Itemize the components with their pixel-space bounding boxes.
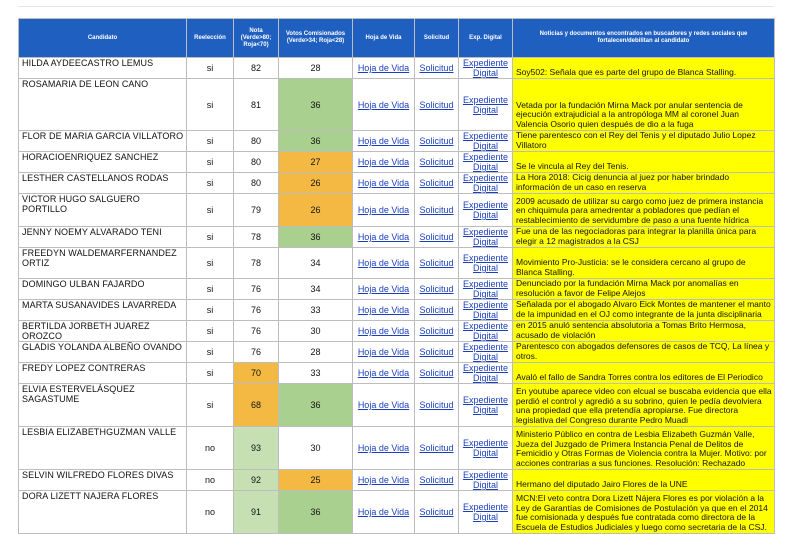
solicitud[interactable]: [415, 79, 459, 131]
hoja-de-vida-link[interactable]: Hoja de Vida: [357, 258, 410, 268]
votos-cell: 28: [279, 342, 353, 363]
reeleccion-cell: no: [187, 427, 234, 470]
solicitud[interactable]: [415, 491, 459, 534]
hoja-de-vida-link[interactable]: Hoja de Vida: [357, 157, 410, 167]
votos-cell: 36: [279, 384, 353, 427]
noticias-cell: En youtube aparece video con elcual se buscaba evidencia que ella perdió el control y agredió a su sobrino, quien le pedía devolviera una propiedad que ella pretendía apropiarse. Fue directora legislativa del Congreso durante Pedro Muadi: [513, 384, 775, 427]
expediente-digital-link[interactable]: Expediente Digital: [462, 227, 509, 247]
votos-cell: 33: [279, 363, 353, 384]
nota-cell: 68: [234, 384, 279, 427]
hoja-de-vida-link[interactable]: Hoja de Vida: [357, 305, 410, 315]
expediente-digital-link[interactable]: Expediente Digital: [462, 470, 509, 490]
reeleccion-cell: si: [187, 194, 234, 227]
solicitud[interactable]: [415, 363, 459, 384]
candidate-name: JENNY NOEMY ALVARADO TENI: [19, 227, 187, 248]
table-row: [19, 321, 775, 342]
hoja-de-vida[interactable]: [353, 427, 415, 470]
header-exp-digital: Exp. Digital: [459, 19, 513, 58]
nota-cell: 82: [234, 58, 279, 79]
header-row: [19, 19, 775, 58]
solicitud-link[interactable]: Solicitud: [419, 400, 454, 410]
expediente-digital[interactable]: [459, 248, 513, 279]
expediente-digital-link[interactable]: Expediente Digital: [462, 279, 509, 299]
header-votos: Votos Comisionados (Verde>34; Roja<28): [279, 19, 353, 58]
expediente-digital-link[interactable]: Expediente Digital: [462, 342, 509, 362]
nota-cell: 76: [234, 279, 279, 300]
votos-cell: 36: [279, 79, 353, 131]
nota-cell: 80: [234, 173, 279, 194]
noticias-cell: MCN:El veto contra Dora Lizett Nájera Flores es por violación a la Ley de Garantías de Comisiones de Postulación ya que en el 2014 fue comisionada y después fue contratada como directora de la Escuela de Estudios Judiciales y luego como secretaria de la CSJ.: [513, 491, 775, 534]
solicitud-link[interactable]: Solicitud: [419, 205, 454, 215]
hoja-de-vida-link[interactable]: Hoja de Vida: [357, 99, 410, 110]
hoja-de-vida-link[interactable]: Hoja de Vida: [357, 326, 410, 336]
noticias-cell: Se le vincula al Rey del Tenis.: [513, 152, 775, 173]
votos-cell: 26: [279, 194, 353, 227]
reeleccion-cell: si: [187, 300, 234, 321]
nota-cell: 80: [234, 131, 279, 152]
candidate-name: FREDY LOPEZ CONTRERAS: [19, 363, 187, 384]
votos-cell: 36: [279, 491, 353, 534]
hoja-de-vida[interactable]: [353, 58, 415, 79]
hoja-de-vida-link[interactable]: Hoja de Vida: [357, 232, 410, 242]
expediente-digital[interactable]: [459, 342, 513, 363]
solicitud-link[interactable]: Solicitud: [419, 326, 454, 336]
candidate-name: FLOR DE MARIA GARCIA VILLATORO: [19, 131, 187, 152]
table-row: [19, 300, 775, 321]
expediente-digital[interactable]: [459, 152, 513, 173]
noticias-cell: Tiene parentesco con el Rey del Tenis y el diputado Julio Lopez Villatoro: [513, 131, 775, 152]
hoja-de-vida-link[interactable]: Hoja de Vida: [357, 400, 410, 410]
solicitud[interactable]: [415, 279, 459, 300]
solicitud-link[interactable]: Solicitud: [419, 347, 454, 357]
nota-cell: 93: [234, 427, 279, 470]
solicitud[interactable]: [415, 470, 459, 491]
candidate-name: HORACIOENRIQUEZ SANCHEZ: [19, 152, 187, 173]
reeleccion-cell: si: [187, 363, 234, 384]
solicitud[interactable]: [415, 427, 459, 470]
expediente-digital[interactable]: [459, 79, 513, 131]
solicitud-link[interactable]: Solicitud: [419, 443, 454, 453]
table-row: [19, 342, 775, 363]
expediente-digital[interactable]: [459, 384, 513, 427]
nota-cell: 76: [234, 321, 279, 342]
nota-cell: 78: [234, 227, 279, 248]
reeleccion-cell: no: [187, 491, 234, 534]
expediente-digital-link[interactable]: Expediente Digital: [462, 58, 509, 78]
hoja-de-vida-link[interactable]: Hoja de Vida: [357, 507, 410, 517]
reeleccion-cell: si: [187, 227, 234, 248]
hoja-de-vida[interactable]: [353, 470, 415, 491]
expediente-digital-link[interactable]: Expediente Digital: [462, 363, 509, 383]
hoja-de-vida[interactable]: [353, 300, 415, 321]
votos-cell: 36: [279, 131, 353, 152]
expediente-digital-link[interactable]: Expediente Digital: [462, 395, 509, 415]
header-nota: Nota (Verde>80; Roja<70): [234, 19, 279, 58]
votos-cell: 36: [279, 227, 353, 248]
hoja-de-vida-link[interactable]: Hoja de Vida: [357, 475, 410, 485]
solicitud-link[interactable]: Solicitud: [419, 99, 454, 110]
candidate-name: ELVIA ESTERVELÁSQUEZ SAGASTUME: [19, 384, 187, 427]
candidate-name: ROSAMARIA DE LEON CANO: [19, 79, 187, 131]
candidate-name: FREEDYN WALDEMARFERNANDEZ ORTIZ: [19, 248, 187, 279]
table-row: [19, 227, 775, 248]
expediente-digital-link[interactable]: Expediente Digital: [462, 94, 509, 115]
table-row: [19, 248, 775, 279]
votos-cell: 30: [279, 427, 353, 470]
hoja-de-vida[interactable]: [353, 248, 415, 279]
noticias-cell: Avaló el fallo de Sandra Torres contra los editores de El Periodico: [513, 363, 775, 384]
reeleccion-cell: si: [187, 58, 234, 79]
solicitud-link[interactable]: Solicitud: [419, 178, 454, 188]
hoja-de-vida-link[interactable]: Hoja de Vida: [357, 136, 410, 146]
expediente-digital[interactable]: [459, 58, 513, 79]
solicitud[interactable]: [415, 248, 459, 279]
candidate-name: SELVIN WILFREDO FLORES DIVAS: [19, 470, 187, 491]
expediente-digital[interactable]: [459, 300, 513, 321]
noticias-cell: Hermano del diputado Jairo Flores de la UNE: [513, 470, 775, 491]
candidate-name: MARTA SUSANAVIDES LAVARREDA: [19, 300, 187, 321]
solicitud[interactable]: [415, 173, 459, 194]
solicitud[interactable]: [415, 152, 459, 173]
reeleccion-cell: no: [187, 470, 234, 491]
solicitud-link[interactable]: Solicitud: [419, 284, 454, 294]
expediente-digital-link[interactable]: Expediente Digital: [462, 173, 509, 193]
votos-cell: 27: [279, 152, 353, 173]
candidates-table: [18, 18, 775, 534]
table-row: [19, 279, 775, 300]
hoja-de-vida-link[interactable]: Hoja de Vida: [357, 205, 410, 215]
reeleccion-cell: si: [187, 342, 234, 363]
reeleccion-cell: si: [187, 131, 234, 152]
solicitud-link[interactable]: Solicitud: [419, 232, 454, 242]
reeleccion-cell: si: [187, 321, 234, 342]
reeleccion-cell: si: [187, 79, 234, 131]
votos-cell: 28: [279, 58, 353, 79]
hoja-de-vida-link[interactable]: Hoja de Vida: [357, 347, 410, 357]
hoja-de-vida[interactable]: [353, 342, 415, 363]
nota-cell: 79: [234, 194, 279, 227]
hoja-de-vida[interactable]: [353, 227, 415, 248]
expediente-digital-link[interactable]: Expediente Digital: [462, 300, 509, 320]
expediente-digital-link[interactable]: Expediente Digital: [462, 502, 509, 522]
hoja-de-vida-link[interactable]: Hoja de Vida: [357, 443, 410, 453]
table-row: [19, 58, 775, 79]
noticias-cell: Movimiento Pro-Justicia: se le considera cercano al grupo de Blanca Stalling.: [513, 248, 775, 279]
noticias-cell: en 2015 anuló sentencia absolutoria a Tomas Brito Hermosa, acusado de violación: [513, 321, 775, 342]
solicitud[interactable]: [415, 58, 459, 79]
hoja-de-vida[interactable]: [353, 491, 415, 534]
solicitud[interactable]: [415, 131, 459, 152]
header-reeleccion: Reelección: [187, 19, 234, 58]
hoja-de-vida-link[interactable]: Hoja de Vida: [357, 284, 410, 294]
hoja-de-vida[interactable]: [353, 279, 415, 300]
expediente-digital[interactable]: [459, 363, 513, 384]
header-candidato: Candidato: [19, 19, 187, 58]
votos-cell: 25: [279, 470, 353, 491]
expediente-digital[interactable]: [459, 491, 513, 534]
table-row: [19, 173, 775, 194]
hoja-de-vida[interactable]: [353, 173, 415, 194]
solicitud-link[interactable]: Solicitud: [419, 63, 454, 73]
solicitud-link[interactable]: Solicitud: [419, 507, 454, 517]
expediente-digital[interactable]: [459, 279, 513, 300]
sheet-top-gridline: [18, 6, 774, 19]
noticias-cell: Soy502: Señala que es parte del grupo de Blanca Stalling.: [513, 58, 775, 79]
reeleccion-cell: si: [187, 173, 234, 194]
solicitud-link[interactable]: Solicitud: [419, 157, 454, 167]
nota-cell: 92: [234, 470, 279, 491]
solicitud[interactable]: [415, 300, 459, 321]
expediente-digital-link[interactable]: Expediente Digital: [462, 253, 509, 273]
nota-cell: 76: [234, 342, 279, 363]
table-row: [19, 131, 775, 152]
header-noticias: Noticias y documentos encontrados en buscadores y redes sociales que fortalecen/debilitan al candidato: [513, 19, 775, 58]
header-hoja-de-vida: Hoja de Vida: [353, 19, 415, 58]
expediente-digital-link[interactable]: Expediente Digital: [462, 438, 509, 458]
candidate-name: DOMINGO ULBAN FAJARDO: [19, 279, 187, 300]
expediente-digital-link[interactable]: Expediente Digital: [462, 131, 509, 151]
hoja-de-vida[interactable]: [353, 321, 415, 342]
hoja-de-vida[interactable]: [353, 363, 415, 384]
solicitud-link[interactable]: Solicitud: [419, 136, 454, 146]
candidate-name: BERTILDA JORBETH JUAREZ OROZCO: [19, 321, 187, 342]
table-row: [19, 194, 775, 227]
votos-cell: 30: [279, 321, 353, 342]
nota-cell: 70: [234, 363, 279, 384]
candidate-name: VICTOR HUGO SALGUERO PORTILLO: [19, 194, 187, 227]
expediente-digital[interactable]: [459, 173, 513, 194]
candidate-sheet: [18, 18, 774, 534]
hoja-de-vida-link[interactable]: Hoja de Vida: [357, 368, 410, 378]
noticias-cell: La Hora 2018: Cicig denuncia al juez por haber brindado información de un caso en reserva: [513, 173, 775, 194]
noticias-cell: Denunciado por la fundación Mirna Mack por anomalías en resolución a favor de Felipe Alejos: [513, 279, 775, 300]
hoja-de-vida-link[interactable]: Hoja de Vida: [357, 63, 410, 73]
hoja-de-vida[interactable]: [353, 79, 415, 131]
table-row: [19, 384, 775, 427]
votos-cell: 33: [279, 300, 353, 321]
solicitud[interactable]: [415, 384, 459, 427]
nota-cell: 81: [234, 79, 279, 131]
noticias-cell: Fue una de las negociadoras para integrar la planilla única para elegir a 12 magistrados a la CSJ: [513, 227, 775, 248]
reeleccion-cell: si: [187, 384, 234, 427]
expediente-digital-link[interactable]: Expediente Digital: [462, 321, 509, 341]
expediente-digital-link[interactable]: Expediente Digital: [462, 152, 509, 172]
expediente-digital[interactable]: [459, 131, 513, 152]
noticias-cell: Señalada por el abogado Alvaro Eick Montes de mantener el manto de la impunidad en el OJ como integrante de la junta disciplinaria: [513, 300, 775, 321]
solicitud-link[interactable]: Solicitud: [419, 258, 454, 268]
expediente-digital-link[interactable]: Expediente Digital: [462, 200, 509, 220]
hoja-de-vida-link[interactable]: Hoja de Vida: [357, 178, 410, 188]
solicitud[interactable]: [415, 227, 459, 248]
reeleccion-cell: si: [187, 248, 234, 279]
solicitud[interactable]: [415, 194, 459, 227]
expediente-digital[interactable]: [459, 427, 513, 470]
expediente-digital[interactable]: [459, 321, 513, 342]
noticias-cell: Parentesco con abogados defensores de casos de TCQ, La línea y otros.: [513, 342, 775, 363]
votos-cell: 26: [279, 173, 353, 194]
table-row: [19, 470, 775, 491]
nota-cell: 76: [234, 300, 279, 321]
solicitud-link[interactable]: Solicitud: [419, 305, 454, 315]
noticias-cell: Vetada por la fundación Mirna Mack por anular sentencia de ejecución extrajudicial a la antropóloga MM al coronel Juan Valencia Osorio quien después de dio a la fuga: [513, 79, 775, 131]
noticias-cell: 2009 acusado de utilizar su cargo como juez de primera instancia en chiquimula para amedrentar a pobladores que pedían el restablecimiento de servidumbre de paso a una fuente hídrica: [513, 194, 775, 227]
table-row: [19, 363, 775, 384]
hoja-de-vida[interactable]: [353, 131, 415, 152]
expediente-digital[interactable]: [459, 194, 513, 227]
solicitud[interactable]: [415, 321, 459, 342]
candidate-name: LESTHER CASTELLANOS RODAS: [19, 173, 187, 194]
reeleccion-cell: si: [187, 152, 234, 173]
candidate-name: DORA LIZETT NAJERA FLORES: [19, 491, 187, 534]
votos-cell: 34: [279, 248, 353, 279]
table-row: [19, 152, 775, 173]
solicitud-link[interactable]: Solicitud: [419, 368, 454, 378]
nota-cell: 78: [234, 248, 279, 279]
candidate-name: HILDA AYDEECASTRO LEMUS: [19, 58, 187, 79]
expediente-digital[interactable]: [459, 227, 513, 248]
expediente-digital[interactable]: [459, 470, 513, 491]
solicitud-link[interactable]: Solicitud: [419, 475, 454, 485]
table-row: [19, 427, 775, 470]
nota-cell: 91: [234, 491, 279, 534]
table-row: [19, 79, 775, 131]
votos-cell: 34: [279, 279, 353, 300]
hoja-de-vida[interactable]: [353, 384, 415, 427]
candidate-name: GLADIS YOLANDA ALBEÑO OVANDO: [19, 342, 187, 363]
reeleccion-cell: si: [187, 279, 234, 300]
nota-cell: 80: [234, 152, 279, 173]
solicitud[interactable]: [415, 342, 459, 363]
table-row: [19, 491, 775, 534]
candidate-name: LESBIA ELIZABETHGUZMAN VALLE: [19, 427, 187, 470]
header-solicitud: Solicitud: [415, 19, 459, 58]
noticias-cell: Ministerio Público en contra de Lesbia Elizabeth Guzmán Valle, Jueza del Juzgado de Primera Instancia Penal de Delitos de Femicidio y Otras Formas de Violencia contra la Mujer. Motivo: por acciones contrarias a sus funciones. Resolución: Rechazado: [513, 427, 775, 470]
hoja-de-vida[interactable]: [353, 194, 415, 227]
hoja-de-vida[interactable]: [353, 152, 415, 173]
